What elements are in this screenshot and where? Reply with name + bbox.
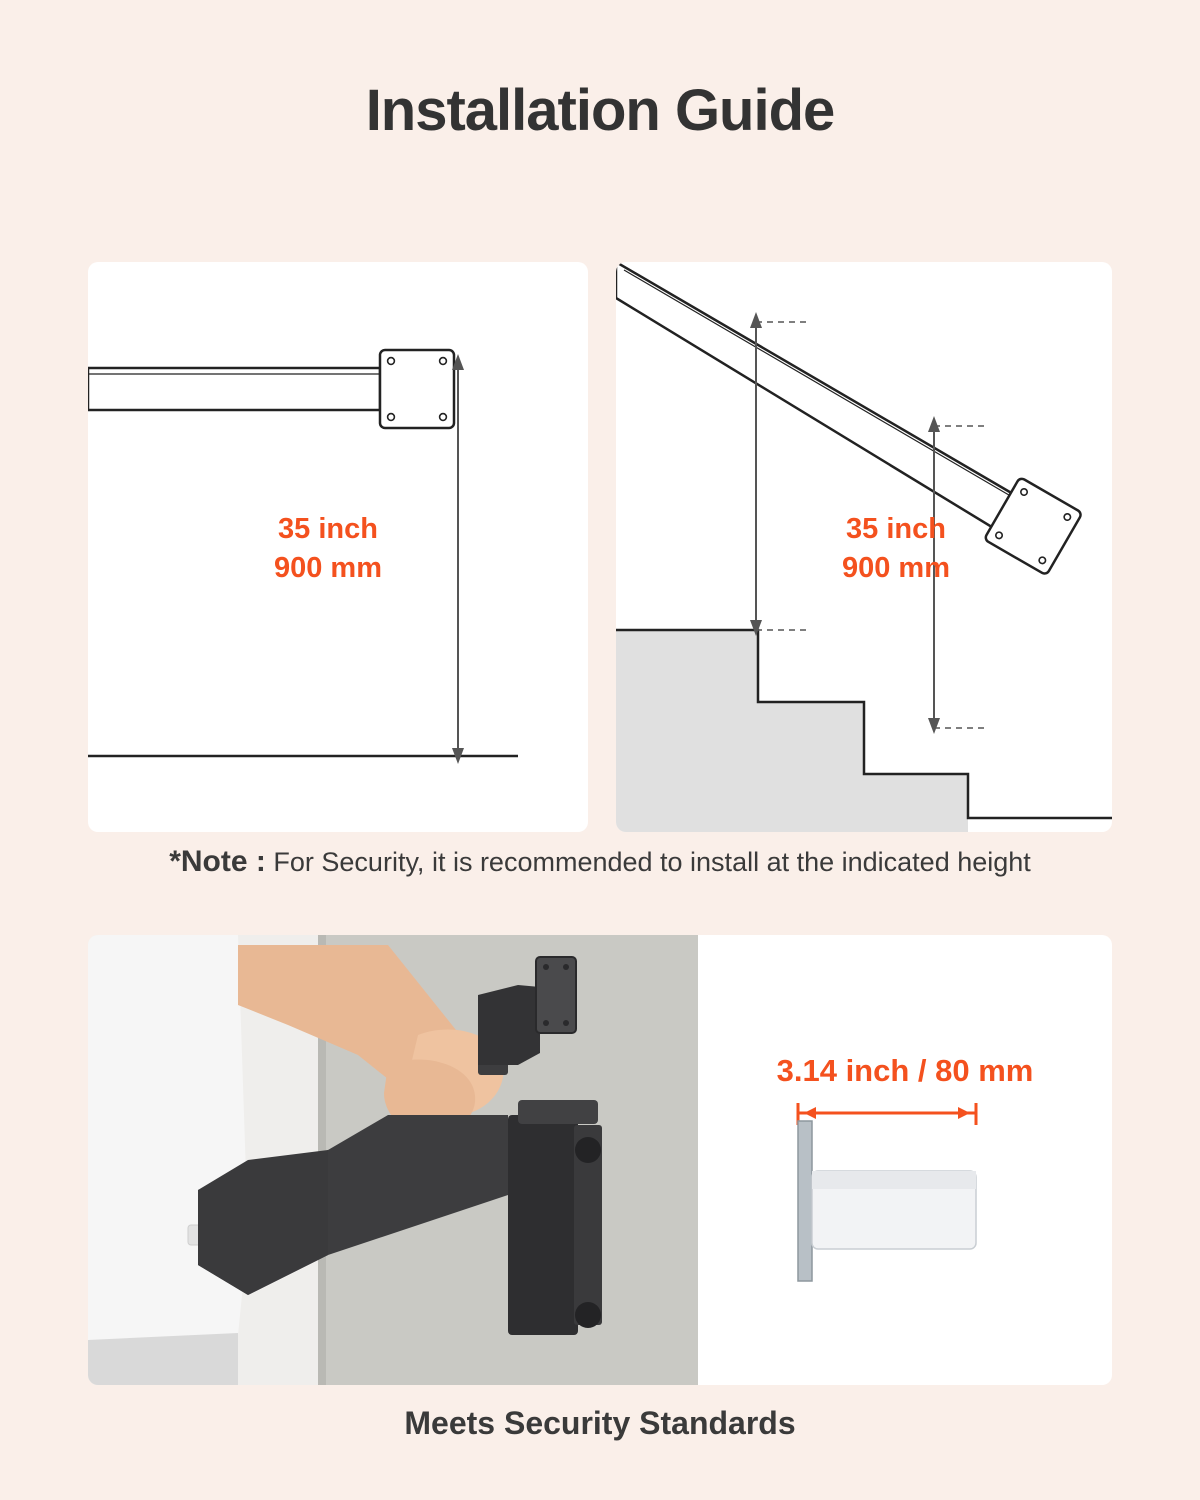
stair-mount-height-inch: 35 inch [846, 513, 946, 545]
depth-spec-label: 3.14 inch / 80 mm [776, 1053, 1034, 1088]
stair-mount-height-mm: 900 mm [841, 552, 950, 585]
footer-caption: Meets Security Standards [404, 1405, 796, 1441]
bottom-row [88, 935, 1112, 1385]
handrail-photo [88, 935, 698, 1385]
stair-mount-dimension-label [776, 510, 1016, 588]
stair-handrail-card [616, 262, 1112, 832]
flat-mount-height-mm: 900 mm [273, 552, 382, 585]
top-diagram-row [88, 262, 1112, 832]
handrail-photo-illustration [88, 935, 698, 1385]
flat-mount-dimension-label [208, 510, 448, 588]
note-prefix: *Note : [169, 845, 266, 878]
flat-mount-height-inch: 35 inch [278, 513, 378, 545]
page-title: Installation Guide [365, 78, 835, 143]
flat-wall-handrail-card [88, 262, 588, 832]
depth-spec-card [698, 935, 1112, 1385]
note-text: For Security, it is recommended to install at the indicated height [273, 847, 1031, 877]
depth-spec-drawing [698, 935, 1112, 1385]
installation-note [0, 845, 1200, 879]
